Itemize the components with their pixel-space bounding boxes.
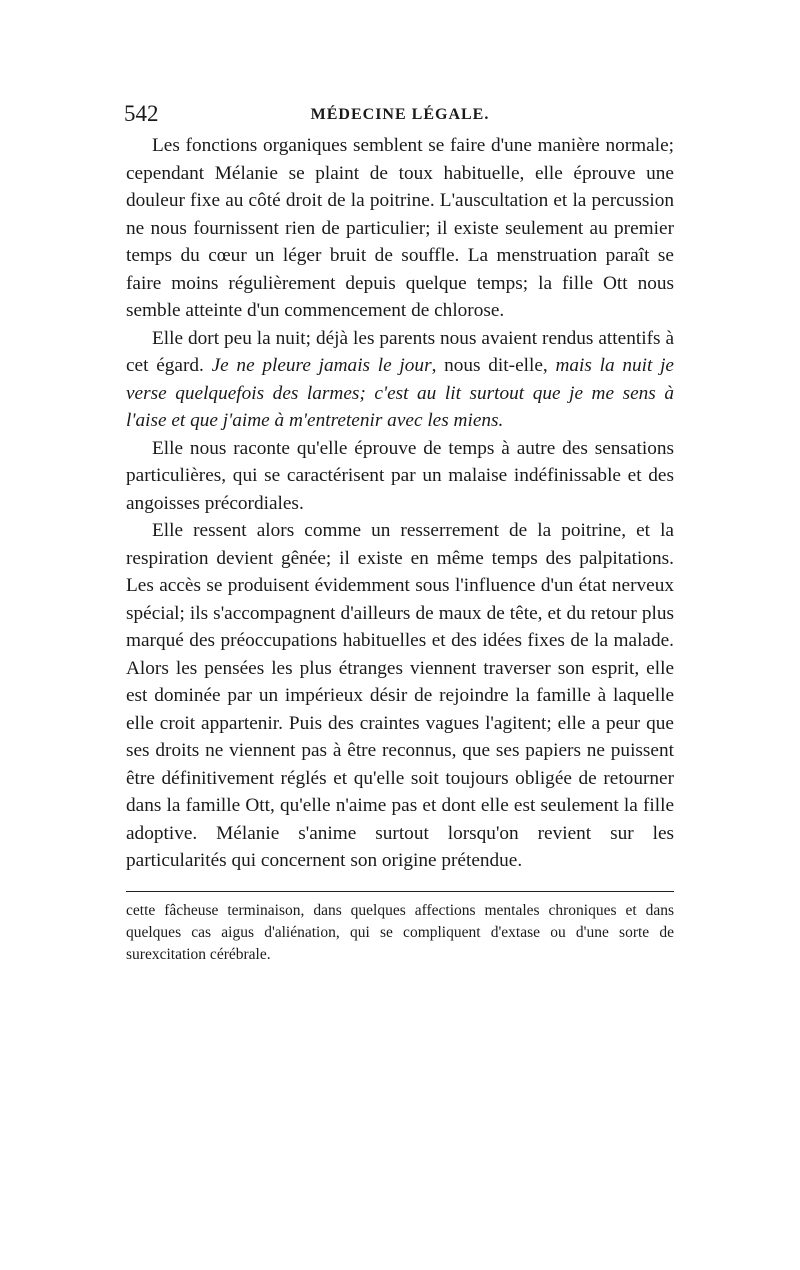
page-number: 542 [124, 101, 159, 126]
running-head: MÉDECINE LÉGALE. [310, 106, 490, 123]
paragraph-3: Elle nous raconte qu'elle éprouve de temps à autre des sensations particulières, qui se caractérisent par un malaise indéfinissable et des angoisses précordiales. [126, 437, 674, 514]
body-text [126, 132, 674, 875]
paragraph-2 [126, 325, 674, 435]
paragraph-2-text-middle: , nous dit-elle, [431, 355, 556, 376]
footnote: cette fâcheuse terminaison, dans quelques affections mentales chroniques et dans quelques cas aigus d'aliénation, qui se compliquent d'extase ou d'une sorte de surexcitation cérébrale. [126, 901, 674, 963]
page-header [126, 100, 674, 132]
quote-italic-2: mais la nuit je verse quelquefois des larmes; c'est au lit surtout que je me sens à l'aise et que j'aime à m'entretenir avec les miens. [126, 355, 674, 431]
quote-italic-1: Je ne pleure jamais le jour [211, 355, 432, 376]
paragraph-4: Elle ressent alors comme un resserrement de la poitrine, et la respiration devient gênée; il existe en même temps des palpitations. Les accès se produisent évidemment sous l'influence d'un état nerveux spécial; ils s'accompagnent d'ailleurs de maux de tête, et du retour plus marqué des préoccupations habituelles et des idées fixes de la malade. Alors les pensées les plus étranges viennent traverser son esprit, elle est dominée par un impérieux désir de rejoindre la famille à laquelle elle croit appartenir. Puis des craintes vagues l'agitent; elle a peur que ses droits ne viennent pas à être reconnus, que ses papiers ne puissent être définitivement réglés et qu'elle soit toujours obligée de retourner dans la famille Ott, qu'elle n'aime pas et dont elle est seulement la fille adoptive. Mélanie s'anime surtout lorsqu'on revient sur les particularités qui concernent son origine prétendue. [126, 520, 674, 871]
book-page [126, 100, 674, 966]
paragraph-2-text-before: Elle dort peu la nuit; déjà les parents nous avaient rendus attentifs à cet égard. [126, 327, 674, 376]
footnote-rule [126, 891, 674, 892]
paragraph-1: Les fonctions organiques semblent se faire d'une manière normale; cependant Mélanie se plaint de toux habituelle, elle éprouve une douleur fixe au côté droit de la poitrine. L'auscultation et la percussion ne nous fournissent rien de particulier; il existe seulement au premier temps du cœur un léger bruit de souffle. La menstruation paraît se faire moins régulièrement depuis quelque temps; la fille Ott nous semble atteinte d'un commencement de chlorose. [126, 135, 674, 321]
